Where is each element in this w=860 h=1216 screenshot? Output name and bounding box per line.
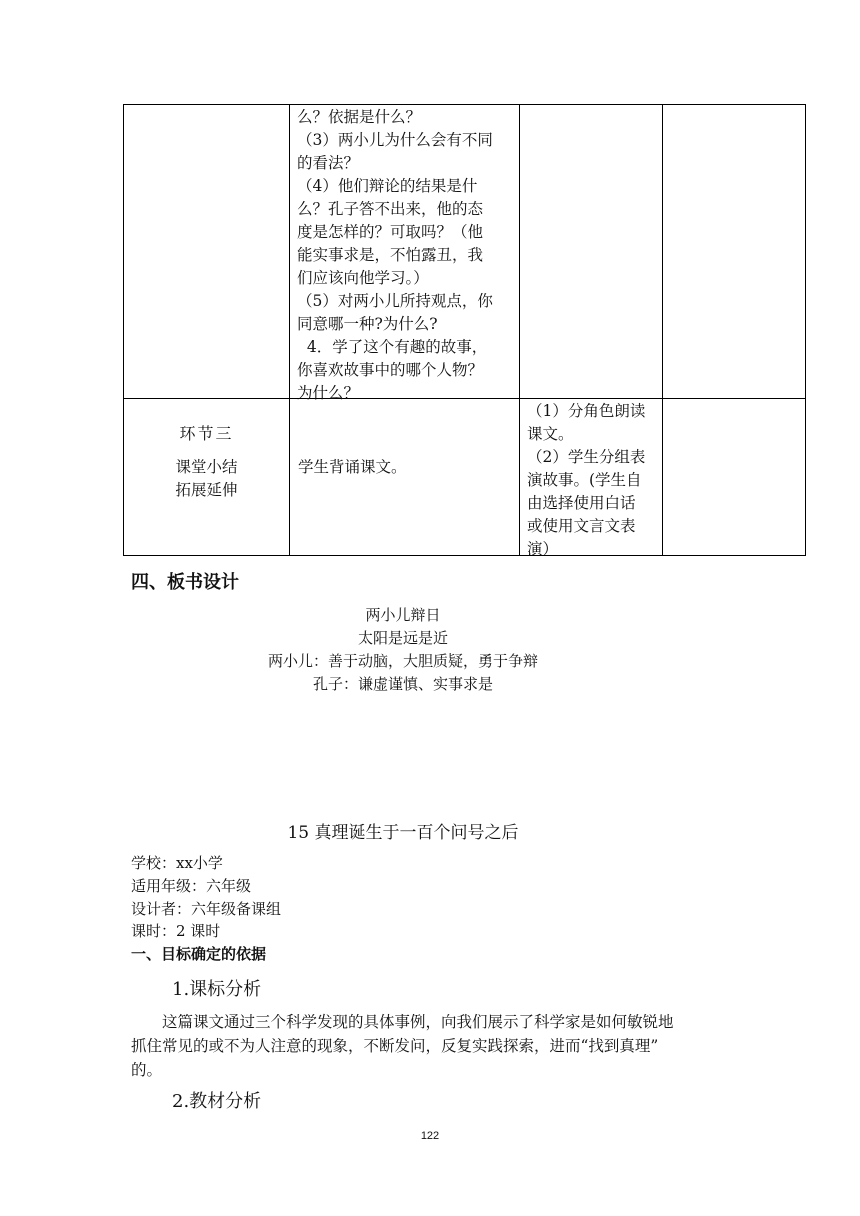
meta-hours: 课时：2 课时 bbox=[131, 922, 221, 940]
paragraph-line: 的。 bbox=[131, 1061, 163, 1079]
board-line-confucius: 孔子：谦虚谨慎、实事求是 bbox=[312, 675, 493, 693]
table-right-border bbox=[805, 104, 806, 556]
board-line-children: 两小儿：善于动脑，大胆质疑，勇于争辩 bbox=[267, 652, 538, 670]
text-line: 4．学了这个有趣的故事， bbox=[297, 338, 488, 356]
meta-grade: 适用年级：六年级 bbox=[131, 877, 252, 895]
text-line: 演故事。(学生自 bbox=[527, 471, 642, 489]
row2-student-cell bbox=[527, 400, 660, 561]
table-top-border bbox=[123, 104, 806, 105]
paragraph-line: 这篇课文通过三个科学发现的具体事例，向我们展示了科学家是如何敏锐地 bbox=[162, 1013, 674, 1031]
section-heading-board-design: 四、板书设计 bbox=[131, 572, 239, 593]
stage-subtitle-extension: 拓展延伸 bbox=[175, 481, 238, 499]
table-col-divider-3 bbox=[662, 104, 663, 556]
text-line: 度是怎样的？可取吗？（他 bbox=[297, 223, 484, 241]
page-number: 122 bbox=[420, 1130, 440, 1142]
table-col-divider-2 bbox=[519, 104, 520, 556]
text-line: （5）对两小儿所持观点，你 bbox=[297, 292, 493, 310]
text-line: （4）他们辩论的结果是什 bbox=[297, 177, 478, 195]
section-heading-goals: 一、目标确定的依据 bbox=[131, 945, 267, 963]
paragraph-line: 抓住常见的或不为人注意的现象，不断发问，反复实践探索，进而“找到真理” bbox=[131, 1037, 659, 1055]
text-line: 你喜欢故事中的哪个人物？ bbox=[297, 361, 484, 379]
text-line: （3）两小儿为什么会有不同 bbox=[297, 131, 493, 149]
row1-activity-cell bbox=[297, 106, 517, 405]
subheading-curriculum-analysis: 1.课标分析 bbox=[172, 979, 262, 1000]
text-line: 同意哪一种?为什么? bbox=[297, 315, 438, 333]
meta-school: 学校：xx小学 bbox=[131, 854, 223, 872]
board-line-title: 两小儿辩日 bbox=[365, 606, 441, 624]
text-line: 或使用文言文表 bbox=[527, 517, 636, 535]
text-line: 的看法？ bbox=[297, 154, 360, 172]
table-bottom-border bbox=[123, 555, 806, 556]
text-line: （2）学生分组表 bbox=[527, 448, 646, 466]
text-line: 么？依据是什么？ bbox=[297, 108, 422, 126]
stage-title: 环节三 bbox=[179, 424, 234, 443]
text-line: 为什么？ bbox=[297, 384, 360, 402]
stage-subtitle-summary: 课堂小结 bbox=[175, 458, 238, 476]
board-line-question: 太阳是远是近 bbox=[357, 629, 448, 647]
meta-designer: 设计者：六年级备课组 bbox=[131, 900, 282, 918]
text-line: 能实事求是，不怕露丑，我 bbox=[297, 246, 484, 264]
text-line: 由选择使用白话 bbox=[527, 494, 636, 512]
text-line: 演） bbox=[527, 540, 559, 558]
subheading-textbook-analysis: 2.教材分析 bbox=[172, 1091, 262, 1112]
text-line: 么？孔子答不出来，他的态 bbox=[297, 200, 484, 218]
lesson-title: 15 真理诞生于一百个问号之后 bbox=[287, 823, 519, 843]
text-line: 课文。 bbox=[527, 425, 574, 443]
curriculum-analysis-paragraph bbox=[131, 1010, 731, 1082]
text-line: （1）分角色朗读 bbox=[527, 402, 646, 420]
row2-activity-cell: 学生背诵课文。 bbox=[298, 458, 407, 476]
text-line: 们应该向他学习。） bbox=[297, 269, 429, 287]
